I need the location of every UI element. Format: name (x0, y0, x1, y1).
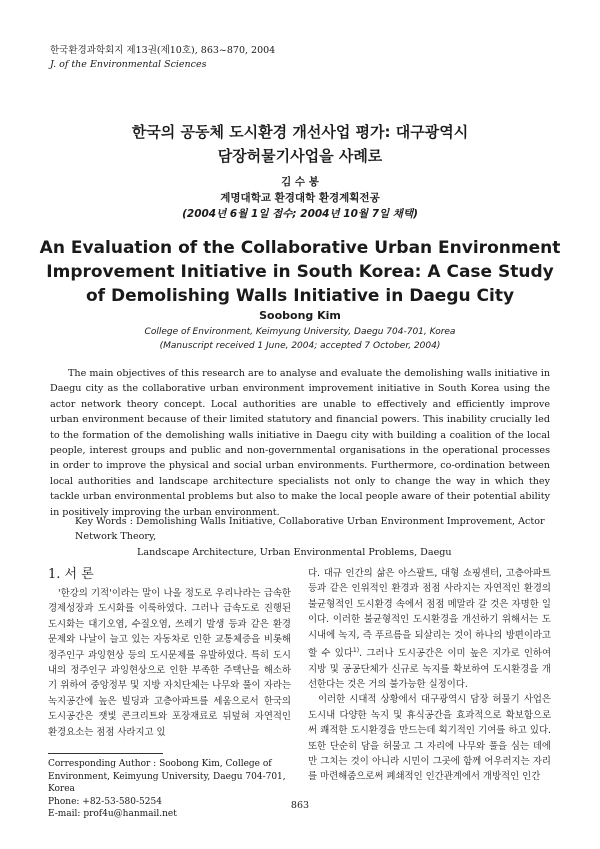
journal-header (50, 44, 275, 72)
korean-title-line2: 담장허물기사업을 사례로 (217, 147, 383, 165)
english-title (0, 236, 600, 308)
english-title-line3: of Demolishing Walls Initiative in Daegu City (85, 286, 515, 306)
korean-title-line1: 한국의 공동체 도시환경 개선사업 평가: 대구광역시 (131, 123, 469, 141)
korean-affiliation: 계명대학교 환경대학 환경계획전공 (220, 192, 380, 204)
keywords (75, 514, 555, 560)
section-number: 1. (48, 567, 61, 582)
section-heading (48, 566, 291, 584)
footnote-divider (48, 753, 163, 754)
left-paragraph-1: '한강의 기적'이라는 말이 나올 정도로 우리나라는 급속한 경제성장과 도시화를 이룩하였다. 그러나 급속도로 진행된 도시화는 대기오염, 수질오염, 쓰레기 발생 등과 같은 환경문제와 나날이 늘고 있는 자동차로 인한 교통체증을 비롯해 정주인구 과잉현상 등의 도시문제를 유발하였다. 특히 도시내의 정주인구 과잉현상으로 인한 부족한 주택난을 해소하기 위하여 중앙정부 및 지방 자치단체는 나무와 풀이 자라는 녹지공간에 높은 빌딩과 고층아파트를 세움으로서 한국의 도시공간은 잿빛 콘크리트와 포장재료로 뒤덮혀 자연적인 환경요소는 점점 사라지고 있 (48, 588, 291, 738)
right-column (308, 566, 551, 785)
footnote-ref: 1) (352, 647, 360, 655)
journal-name-en: J. of the Environmental Sciences (50, 59, 207, 70)
correspondence-block (48, 758, 293, 821)
right-paragraph-1-end: . 그러나 도시공간은 이미 높은 지가로 인하여 지방 및 공공단체가 신규로 녹지를 확보하여 도시환경을 개선한다는 것은 거의 불가능한 실정이다. (308, 648, 552, 690)
korean-author-block (0, 174, 600, 222)
korean-title (0, 120, 600, 168)
english-title-line2: Improvement Initiative in South Korea: A Case Study (46, 262, 554, 282)
english-affiliation-block (0, 325, 600, 353)
abstract: The main objectives of this research are to analyse and evaluate the demolishing walls initiative in Daegu city as the collaborative urban environment improvement initiative in South Korea using the actor network theory concept. Local authorities are unable to effectively and efficiently improve urban environment because of their limited statutory and financial powers. This inability crucially led to the formation of the demolishing walls initiative in Daegu city with building a coalition of the local people, interest groups and public and non-governmental organisations in the operational processes in order to improve the physical and social urban environments. Furthermore, co-ordination between local authorities and landscape architecture specialists not only to change the way in which they tackle urban environmental problems but also to make the local people aware of their potential ability in positively improving the urban environment. (50, 368, 550, 518)
keywords-line1: Demolishing Walls Initiative, Collaborative Urban Environment Improvement, Actor Network Theory, (75, 516, 545, 543)
right-paragraph-2: 이러한 시대적 상황에서 대구광역시 담장 허물기 사업은 도시내 다양한 녹지 및 휴식공간을 효과적으로 확보함으로써 쾌적한 도시환경을 만드는데 획기적인 기여를 하고 있다. 또한 단순히 담을 허물고 그 자리에 나무와 풀을 심는 데에만 그치는 것이 아니라 시민이 그곳에 함께 어우러지는 자리를 마련해줌으로써 폐쇄적인 인간관계에서 개방적인 인간 (308, 694, 551, 783)
right-paragraph-1-text: 다. 대규 인간의 삶은 아스팔트, 대형 쇼핑센터, 고층아파트 등과 같은 인위적인 환경과 점점 사라지는 자연적인 환경의 불균형적인 도시환경 속에서 점점 메말라 갈 것은 자명한 일이다. 이러한 불균형적인 도시환경을 개선하기 위해서는 도시내에 녹지, 즉 푸르름을 되살리는 것이 하나의 방편이라고 할 수 있다 (308, 568, 551, 660)
keywords-line2: Landscape Architecture, Urban Environmental Problems, Daegu (137, 546, 452, 558)
journal-citation-ko: 한국환경과학회지 제13권(제10호), 863~870, 2004 (50, 45, 276, 56)
right-paragraph-1 (308, 566, 551, 692)
english-author-name: Soobong Kim (259, 309, 341, 322)
section-title: 서 론 (64, 567, 94, 582)
english-affiliation: College of Environment, Keimyung University, Daegu 704-701, Korea (144, 327, 456, 337)
corresponding-email: E-mail: prof4u@hanmail.net (48, 809, 177, 819)
korean-author-name: 김 수 봉 (281, 176, 319, 188)
korean-received-date: (2004년 6월 1일 접수; 2004년 10월 7일 채택) (182, 208, 418, 220)
english-received-date: (Manuscript received 1 June, 2004; accepted 7 October, 2004) (159, 341, 441, 351)
keywords-label: Key Words : (75, 516, 133, 527)
corresponding-author: Corresponding Author : Soobong Kim, College of Environment, Keimyung University, Daegu 704-701, Korea (48, 759, 286, 794)
corresponding-phone: Phone: +82-53-580-5254 (48, 796, 162, 807)
page-number: 863 (290, 800, 310, 811)
english-title-line1: An Evaluation of the Collaborative Urban Environment (39, 238, 561, 258)
left-column (48, 566, 291, 740)
